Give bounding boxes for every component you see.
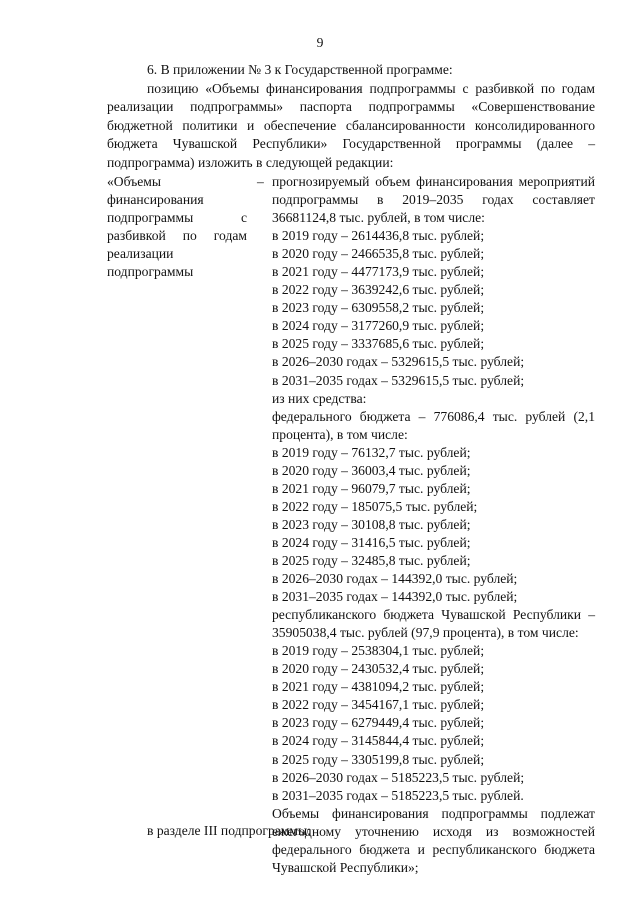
total-year-2022: в 2022 году – 3639242,6 тыс. рублей; [272,282,485,298]
financing-note: Объемы финансирования подпрограммы подлежат ежегодному уточнению исходя из возможностей федерального бюджета и республиканского бюджета Чувашской Республики»; [272,805,595,875]
federal-year-2020: в 2020 году – 36003,4 тыс. рублей; [272,462,471,478]
section-three-instruction: в разделе III подпрограммы: [147,823,311,838]
federal-year-2025: в 2025 году – 32485,8 тыс. рублей; [272,552,471,568]
total-year-2021: в 2021 году – 4477173,9 тыс. рублей; [272,264,485,280]
federal-year-2024: в 2024 году – 31416,5 тыс. рублей; [272,534,471,550]
total-year-2023: в 2023 году – 6309558,2 тыс. рублей; [272,300,485,316]
republic-year-2023: в 2023 году – 6279449,4 тыс. рублей; [272,715,485,731]
total-year-2020: в 2020 году – 2466535,8 тыс. рублей; [272,246,485,262]
federal-year-2023: в 2023 году – 30108,8 тыс. рублей; [272,516,471,532]
federal-year-2022: в 2022 году – 185075,5 тыс. рублей; [272,498,478,514]
total-year-2024: в 2024 году – 3177260,9 тыс. рублей; [272,318,485,334]
republic-years-2031-2035: в 2031–2035 годах – 5185223,5 тыс. рублей. [272,787,524,803]
total-year-2025: в 2025 году – 3337685,6 тыс. рублей; [272,336,485,352]
republic-year-2024: в 2024 году – 3145844,4 тыс. рублей; [272,733,485,749]
total-years-2026-2030: в 2026–2030 годах – 5329615,5 тыс. рублей; [272,354,525,370]
federal-budget-total: федерального бюджета – 776086,4 тыс. рублей (2,1 процента), в том числе: [272,408,595,442]
table-dash: – [257,174,264,189]
page-number: 9 [316,35,324,50]
financing-total: прогнозируемый объем финансирования мероприятий подпрограммы в 2019–2035 годах составляет 36681124,8 тыс. рублей, в том числе: [272,174,595,226]
total-years-2031-2035: в 2031–2035 годах – 5329615,5 тыс. рублей; [272,372,525,388]
intro-instruction: позицию «Объемы финансирования подпрограммы с разбивкой по годам реализации подпрограммы» паспорта подпрограммы «Совершенствование бюджетной политики и обеспечение сбалансированности консолидированного бюджета Чувашской Республики» Государственной программы (далее – подпрограмма) изложить в следующей редакции: [107,80,595,170]
table-left-cell: «Объемы финансирования подпрограммы с разбивкой по годам реализации подпрограммы [107,174,247,279]
table-right-cell [272,173,595,877]
republic-years-2026-2030: в 2026–2030 годах – 5185223,5 тыс. рублей; [272,769,525,785]
federal-year-2021: в 2021 году – 96079,7 тыс. рублей; [272,480,471,496]
intro-item-6: 6. В приложении № 3 к Государственной программе: [147,62,453,77]
federal-year-2019: в 2019 году – 76132,7 тыс. рублей; [272,444,471,460]
republic-year-2022: в 2022 году – 3454167,1 тыс. рублей; [272,697,485,713]
federal-years-2031-2035: в 2031–2035 годах – 144392,0 тыс. рублей; [272,589,518,605]
republic-year-2020: в 2020 году – 2430532,4 тыс. рублей; [272,661,485,677]
republic-budget-total: республиканского бюджета Чувашской Республики – 35905038,4 тыс. рублей (97,9 процента), в том числе: [272,607,595,641]
intro-section [107,61,595,173]
republic-year-2021: в 2021 году – 4381094,2 тыс. рублей; [272,679,485,695]
total-year-2019: в 2019 году – 2614436,8 тыс. рублей; [272,228,485,244]
republic-year-2019: в 2019 году – 2538304,1 тыс. рублей; [272,643,485,659]
republic-year-2025: в 2025 году – 3305199,8 тыс. рублей; [272,751,485,767]
federal-years-2026-2030: в 2026–2030 годах – 144392,0 тыс. рублей; [272,571,518,587]
of-them-label: из них средства: [272,390,367,406]
